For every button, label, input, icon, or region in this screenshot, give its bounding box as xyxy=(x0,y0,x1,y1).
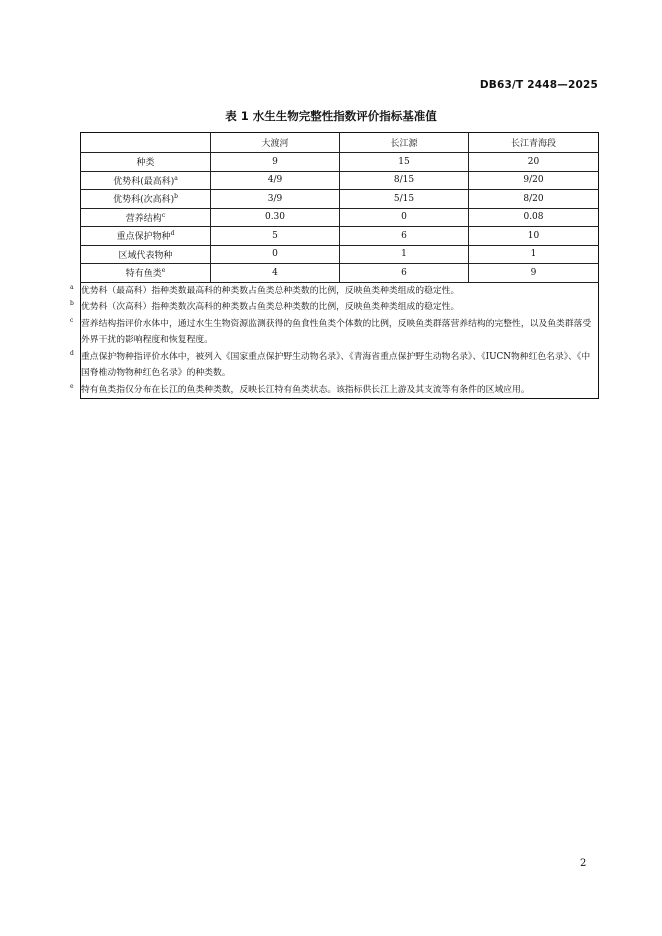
row-label xyxy=(81,264,211,283)
table-cell: 5 xyxy=(211,227,340,246)
row-label-text: 重点保护物种 xyxy=(116,232,171,243)
page-number: 2 xyxy=(580,858,587,869)
footnote-marker: b xyxy=(174,193,178,201)
footnote xyxy=(70,382,598,399)
table-cell: 1 xyxy=(469,245,599,264)
column-header-yangtze-qinghai: 长江青海段 xyxy=(469,133,599,153)
footnote-text: 重点保护物种指评价水体中，被列入《国家重点保护野生动物名录》、《青海省重点保护野生动物名录》、《IUCN物种红色名录》、《中国脊椎动物物种红色名录》的种类数。 xyxy=(81,351,591,378)
table-cell: 9/20 xyxy=(469,171,599,190)
column-header-indicator xyxy=(81,133,211,153)
table-row xyxy=(81,245,599,264)
row-label xyxy=(81,153,211,172)
footnote-marker: d xyxy=(170,230,175,238)
row-label xyxy=(81,190,211,209)
document-code: DB63/T 2448—2025 xyxy=(479,79,598,91)
table-cell: 8/20 xyxy=(469,190,599,209)
footnote-text: 优势科（次高科）指种类数次高科的种类数占鱼类总种类数的比例，反映鱼类种类组成的稳定性。 xyxy=(81,302,460,312)
table-cell: 0.08 xyxy=(469,208,599,227)
table-row xyxy=(81,190,599,209)
table-cell: 20 xyxy=(469,153,599,172)
footnote-marker: e xyxy=(161,267,166,275)
row-label-text: 优势科(最高科) xyxy=(113,176,175,187)
row-label xyxy=(81,208,211,227)
row-label xyxy=(81,245,211,264)
column-header-dadu-river: 大渡河 xyxy=(211,133,340,153)
table-cell: 3/9 xyxy=(211,190,340,209)
table-cell: 0 xyxy=(340,208,469,227)
table-cell: 0 xyxy=(211,245,340,264)
table-cell: 5/15 xyxy=(340,190,469,209)
table-title: 表 1 水生生物完整性指数评价指标基准值 xyxy=(225,109,437,123)
footnote-mark: a xyxy=(70,283,74,291)
table-cell: 9 xyxy=(211,153,340,172)
table-cell: 9 xyxy=(469,264,599,283)
footnote-text: 优势科（最高科）指种类数最高科的种类数占鱼类总种类数的比例，反映鱼类种类组成的稳定性。 xyxy=(81,285,460,296)
footnote-marker: c xyxy=(161,211,166,219)
column-header-yangtze-source: 长江源 xyxy=(340,133,469,153)
footnote-text: 特有鱼类指仅分布在长江的鱼类种类数，反映长江特有鱼类状态。该指标供长江上游及其支流等有条件的区域应用。 xyxy=(81,384,530,395)
table-cell: 0.30 xyxy=(211,208,340,227)
footnote-marker: a xyxy=(174,174,178,182)
row-label xyxy=(81,171,211,190)
table-cell: 8/15 xyxy=(340,171,469,190)
row-label-text: 优势科(次高科) xyxy=(113,195,175,206)
table-row xyxy=(81,227,599,246)
footnote xyxy=(70,299,598,316)
table-cell: 4/9 xyxy=(211,171,340,190)
row-label-text: 营养结构 xyxy=(125,213,162,224)
table-cell: 4 xyxy=(211,264,340,283)
table-cell: 6 xyxy=(340,264,469,283)
row-label-text: 区域代表物种 xyxy=(118,250,173,261)
table-notes xyxy=(70,282,599,399)
table-header-row xyxy=(81,133,599,153)
table-cell: 1 xyxy=(340,245,469,264)
row-label xyxy=(81,227,211,246)
table-cell: 10 xyxy=(469,227,599,246)
footnote xyxy=(70,316,598,349)
footnote xyxy=(70,349,598,382)
table-row xyxy=(81,153,599,172)
table-body xyxy=(81,153,599,283)
table-row xyxy=(81,264,599,283)
footnote-mark: d xyxy=(70,349,74,357)
footnote-mark: c xyxy=(70,316,74,324)
criteria-table xyxy=(70,132,599,399)
table-cell: 15 xyxy=(340,153,469,172)
table-row xyxy=(81,208,599,227)
row-label-text: 种类 xyxy=(136,158,155,169)
footnote-mark: b xyxy=(70,300,74,307)
row-label-text: 特有鱼类 xyxy=(125,269,162,280)
footnote xyxy=(70,283,598,300)
footnote-text: 营养结构指评价水体中，通过水生生物资源监测获得的鱼食性鱼类个体数的比例，反映鱼类群落营养结构的完整性，以及鱼类群落受外界干扰的影响程度和恢复程度。 xyxy=(81,318,592,345)
table-cell: 6 xyxy=(340,227,469,246)
footnote-mark: e xyxy=(70,382,74,390)
notes-row xyxy=(81,282,599,399)
table-row xyxy=(81,171,599,190)
